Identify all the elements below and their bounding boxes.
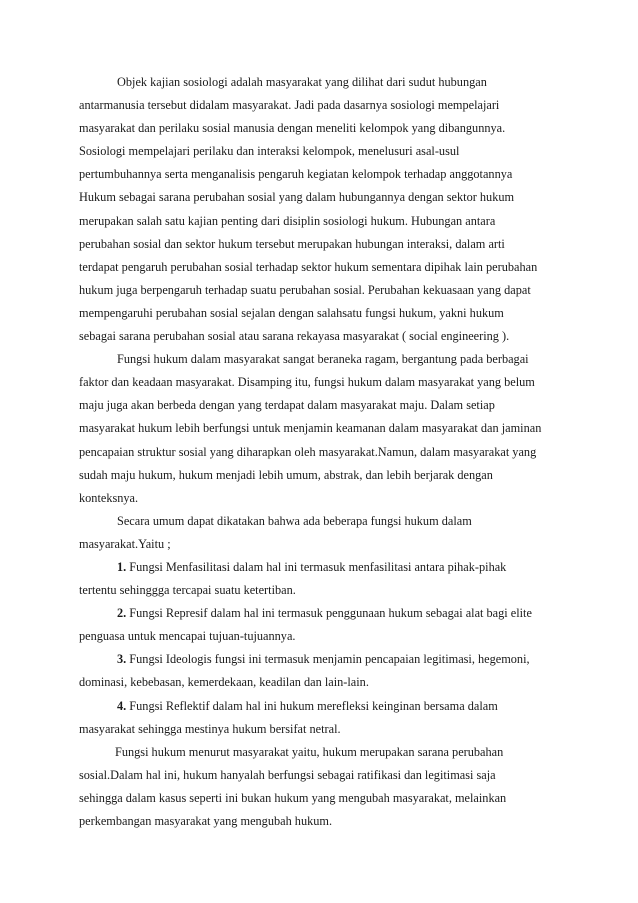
text-line: konteksnya. xyxy=(79,490,139,505)
paragraph-law-society-change xyxy=(79,741,588,833)
paragraph-general-functions xyxy=(79,510,588,556)
text-line: maju juga akan berbeda dengan yang terdapat dalam masyarakat maju. Dalam setiap xyxy=(79,398,495,413)
item-text: Fungsi Ideologis fungsi ini termasuk menjamin pencapaian legitimasi, hegemoni, xyxy=(126,652,530,667)
text-line: Fungsi hukum dalam masyarakat sangat beraneka ragam, bergantung pada berbagai xyxy=(117,352,529,367)
text-line: Sosiologi mempelajari perilaku dan interaksi kelompok, menelusuri asal-usul xyxy=(79,144,460,159)
text-line: perkembangan masyarakat yang mengubah hukum. xyxy=(79,814,333,828)
item-number: 4. xyxy=(117,698,127,713)
text-line: mempengaruhi perubahan sosial sejalan dengan salahsatu fungsi hukum, yakni hukum xyxy=(79,305,504,320)
paragraph-law-functions xyxy=(79,348,588,510)
item-text: Fungsi Reflektif dalam hal ini hukum merefleksi keinginan bersama dalam xyxy=(126,698,498,713)
text-line xyxy=(79,648,588,671)
text-line: sebagai sarana perubahan sosial atau sarana rekayasa masyarakat ( social engineering ). xyxy=(79,329,510,344)
text-line: sehingga dalam kasus seperti ini bukan hukum yang mengubah masyarakat, melainkan xyxy=(79,790,507,805)
text-line: merupakan salah satu kajian penting dari disiplin sosiologi hukum. Hubungan antara xyxy=(79,213,496,228)
text-line: penguasa untuk mencapai tujuan-tujuannya. xyxy=(79,629,296,644)
text-line: perubahan sosial dan sektor hukum tersebut merupakan hubungan interaksi, dalam arti xyxy=(79,236,505,251)
text-line xyxy=(79,602,588,625)
text-line: hukum juga berpengaruh terhadap suatu perubahan sosial. Perubahan kekuasaan yang dapat xyxy=(79,282,531,297)
item-text: Fungsi Represif dalam hal ini termasuk penggunaan hukum sebagai alat bagi elite xyxy=(126,606,532,621)
function-item-reflective xyxy=(79,695,588,741)
function-item-repressive xyxy=(79,602,588,648)
text-line: Secara umum dapat dikatakan bahwa ada beberapa fungsi hukum dalam xyxy=(117,513,472,528)
text-line: antarmanusia tersebut didalam masyarakat. Jadi pada dasarnya sosiologi mempelajari xyxy=(79,98,500,113)
text-line: masyarakat sehingga mestinya hukum bersifat netral. xyxy=(79,721,341,736)
text-line: pertumbuhannya serta menganalisis pengaruh kegiatan kelompok terhadap anggotannya xyxy=(79,167,513,182)
text-line: terdapat pengaruh perubahan sosial terhadap sektor hukum sementara dipihak lain perubahan xyxy=(79,259,538,274)
text-line: masyarakat.Yaitu ; xyxy=(79,536,171,551)
paragraph-sociology-object xyxy=(79,71,588,348)
text-line: faktor dan keadaan masyarakat. Disamping itu, fungsi hukum dalam masyarakat yang belum xyxy=(79,375,535,390)
text-line: sosial.Dalam hal ini, hukum hanyalah berfungsi sebagai ratifikasi dan legitimasi saja xyxy=(79,767,496,782)
text-line: Hukum sebagai sarana perubahan sosial yang dalam hubungannya dengan sektor hukum xyxy=(79,190,515,205)
text-line: Objek kajian sosiologi adalah masyarakat yang dilihat dari sudut hubungan xyxy=(117,75,487,89)
item-number: 2. xyxy=(117,606,127,621)
text-line: masyarakat dan perilaku sosial manusia dengan meneliti kelompok yang dibangunnya. xyxy=(79,121,506,136)
text-line xyxy=(79,695,588,718)
text-line: Fungsi hukum menurut masyarakat yaitu, hukum merupakan sarana perubahan xyxy=(115,744,504,759)
text-line: dominasi, kebebasan, kemerdekaan, keadilan dan lain-lain. xyxy=(79,675,369,690)
text-line: masyarakat hukum lebih berfungsi untuk menjamin keamanan dalam masyarakat dan jaminan xyxy=(79,421,542,436)
text-line: pencapaian struktur sosial yang diharapkan oleh masyarakat.Namun, dalam masyarakat yang xyxy=(79,444,537,459)
text-line xyxy=(79,556,588,579)
functions-list xyxy=(79,556,588,741)
function-item-ideological xyxy=(79,648,588,694)
text-line: sudah maju hukum, hukum menjadi lebih umum, abstrak, dan lebih berjarak dengan xyxy=(79,467,493,482)
item-text: Fungsi Menfasilitasi dalam hal ini termasuk menfasilitasi antara pihak-pihak xyxy=(126,559,507,574)
text-line: tertentu sehinggga tercapai suatu ketertiban. xyxy=(79,583,296,598)
function-item-facilitating xyxy=(79,556,588,602)
item-number: 1. xyxy=(117,559,127,574)
item-number: 3. xyxy=(117,652,127,667)
